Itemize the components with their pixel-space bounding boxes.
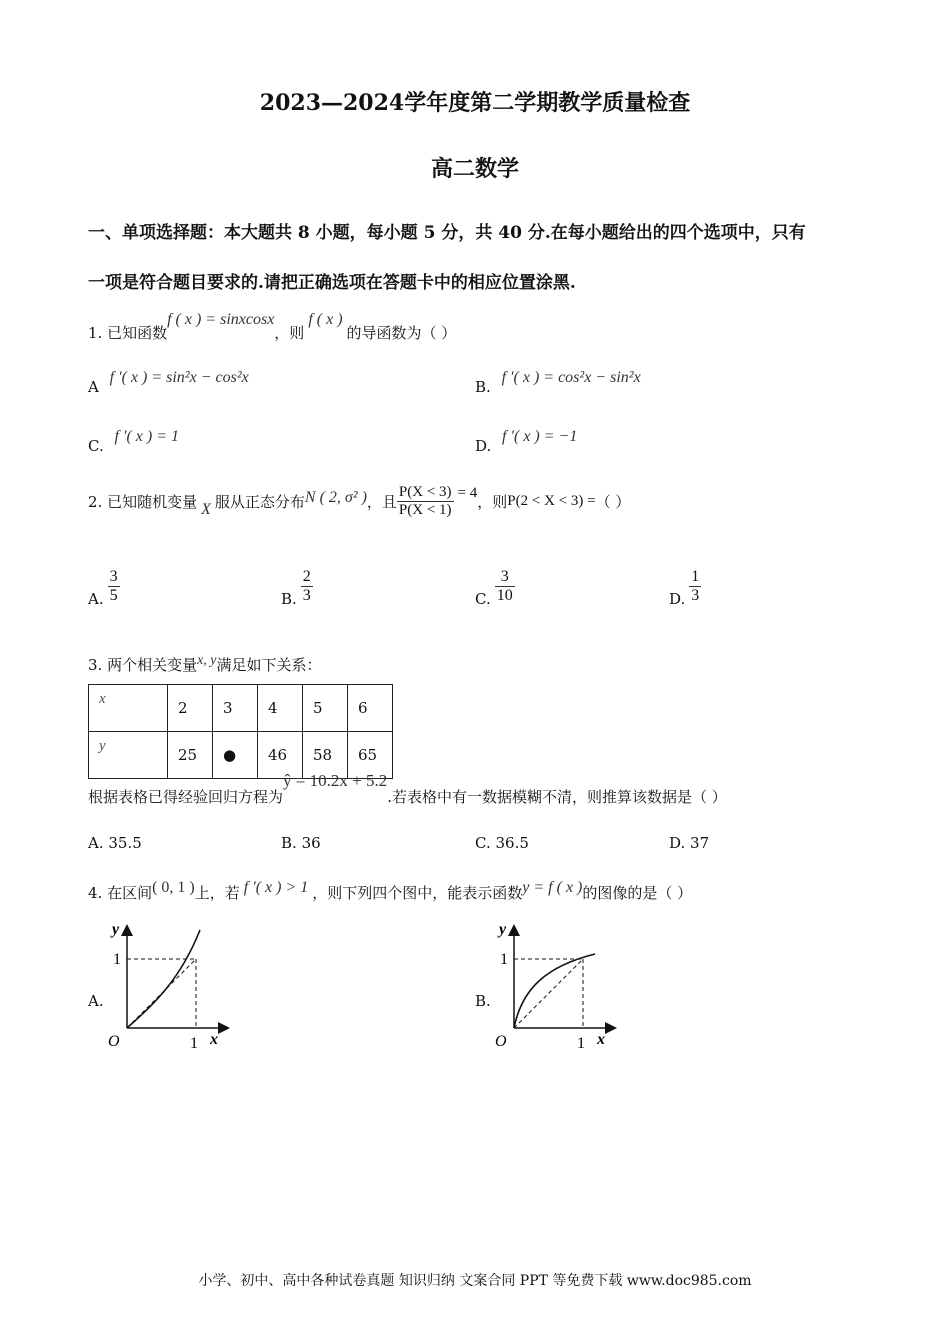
q2-option-d-label: D. [669, 589, 686, 608]
origin-label: O [495, 1033, 507, 1050]
q4-mid1: 上，若 [194, 884, 240, 902]
q2-option-a-fraction [108, 568, 120, 605]
page-footer: 小学、初中、高中各种试卷真题 知识归纳 文案合同 PPT 等免费下载 www.doc985.com [198, 1273, 752, 1289]
q1-option-c-expr: f ′( x ) = 1 [114, 428, 179, 445]
page-title: 2023—2024学年度第二学期教学质量检查 [259, 90, 691, 116]
q2-option-d[interactable] [669, 568, 701, 608]
q3-option-c-label: C. [475, 834, 491, 852]
section-heading-line2: 一项是符合题目要求的.请把正确选项在答题卡中的相应位置涂黑. [88, 273, 576, 293]
q2-ratio-fraction [397, 484, 454, 519]
q3-option-d-value: 37 [690, 834, 710, 852]
q3-option-c[interactable] [475, 834, 529, 852]
q2-option-a-num: 3 [109, 568, 118, 585]
q1-option-a[interactable] [88, 369, 249, 397]
tick-x-label: 1 [190, 1035, 198, 1052]
q1-option-c[interactable] [88, 428, 179, 456]
origin-label: O [108, 1033, 120, 1050]
q3-option-d-label: D. [669, 834, 686, 852]
q1-suffix: 的导函数为（ ） [346, 324, 457, 342]
q1-prefix: 1. 已知函数 [88, 324, 168, 342]
q2-prefix: 2. 已知随机变量 [88, 493, 198, 511]
q1-option-d[interactable] [475, 428, 578, 456]
q4-mid2: ，则下列四个图中，能表示函数 [312, 884, 523, 902]
question-4 [88, 879, 693, 903]
q2-suffix: （ ） [595, 493, 631, 511]
table-cell-blurred: ● [213, 732, 258, 779]
q2-option-c[interactable] [475, 568, 515, 608]
q1-mid: ，则 [274, 324, 305, 342]
q3-option-b-label: B. [281, 834, 297, 852]
table-cell: 4 [258, 685, 303, 732]
q2-mid1: 服从正态分布 [214, 493, 305, 511]
tick-x-label: 1 [577, 1035, 585, 1052]
question-1 [88, 311, 457, 343]
q2-option-c-label: C. [475, 589, 491, 608]
q4-condition: f ′( x ) > 1 [243, 879, 309, 896]
function-curve [127, 930, 200, 1028]
q1-option-a-label: A [88, 378, 99, 396]
table-cell: 5 [303, 685, 348, 732]
q3-prefix: 3. 两个相关变量 [88, 656, 198, 674]
q4-graph-b[interactable] [487, 918, 617, 1053]
q1-option-d-expr: f ′( x ) = −1 [502, 428, 578, 445]
q2-option-c-den: 10 [496, 587, 513, 604]
q3-option-b[interactable] [281, 834, 321, 852]
q1-option-a-expr: f ′( x ) = sin²x − cos²x [109, 369, 249, 386]
tick-y-label: 1 [500, 951, 508, 968]
q3-option-c-value: 36.5 [495, 834, 529, 852]
q3-line2-prefix: 根据表格已得经验回归方程为 [88, 788, 284, 806]
q1-fx: f ( x ) [308, 311, 343, 328]
q1-option-b-expr: f ′( x ) = cos²x − sin²x [501, 369, 641, 386]
q3-regression-equation: ŷ = 10.2x + 5.2 [283, 771, 388, 790]
q2-mid3: ，则 [477, 493, 508, 511]
q3-suffix: 满足如下关系： [216, 656, 322, 674]
q2-option-b-fraction [301, 568, 313, 605]
q2-option-d-den: 3 [691, 587, 700, 604]
q3-option-a[interactable] [88, 834, 142, 852]
q3-option-d[interactable] [669, 834, 709, 852]
q3-line2-suffix: .若表格中有一数据模糊不清，则推算该数据是（ ） [387, 788, 727, 806]
q2-option-d-num: 1 [691, 568, 700, 585]
q4-option-b-label[interactable]: B. [475, 992, 491, 1010]
q2-option-c-num: 3 [495, 568, 515, 587]
q3-data-table [88, 684, 393, 779]
q2-dist: N ( 2, σ² ) [304, 488, 367, 506]
axis-x-label: x [210, 1031, 218, 1048]
table-header-y: y [89, 732, 168, 779]
table-cell: 3 [213, 685, 258, 732]
q4-prefix: 4. 在区间 [88, 884, 153, 902]
table-cell: 2 [168, 685, 213, 732]
q3-vars: x, y [197, 653, 217, 668]
q2-option-a-label: A. [88, 589, 104, 608]
q2-option-b-den: 3 [302, 587, 311, 604]
table-cell: 65 [348, 732, 393, 779]
table-cell: 58 [303, 732, 348, 779]
q1-option-b[interactable] [475, 369, 641, 397]
q3-line2 [88, 771, 727, 807]
q2-ask: P(2 < X < 3) = [507, 493, 596, 509]
q2-ratio-den: P(X < 1) [398, 502, 452, 518]
q4-suffix: 的图像的是（ ） [582, 884, 693, 902]
q2-option-c-fraction [495, 568, 515, 605]
q2-option-b[interactable] [281, 568, 313, 608]
q1-option-c-label: C. [88, 437, 104, 455]
page-subtitle: 高二数学 [430, 156, 519, 182]
q1-option-d-label: D. [475, 437, 492, 455]
tick-y-label: 1 [113, 951, 121, 968]
q2-option-b-label: B. [281, 589, 297, 608]
table-header-x: x [89, 685, 168, 732]
table-cell: 46 [258, 732, 303, 779]
q4-function: y = f ( x ) [522, 879, 583, 896]
q4-interval: ( 0, 1 ) [152, 879, 195, 896]
q2-ratio-num: P(X < 3) [398, 484, 452, 500]
table-cell: 6 [348, 685, 393, 732]
q3-option-b-value: 36 [301, 834, 321, 852]
axis-y-label: y [499, 921, 507, 938]
q2-option-d-fraction [689, 568, 701, 605]
section-heading-line1: 一、单项选择题：本大题共 8 小题，每小题 5 分，共 40 分.在每小题给出的四个选项中，只有 [88, 223, 806, 243]
q2-option-a[interactable] [88, 568, 120, 608]
table-row [89, 685, 393, 732]
q3-option-a-label: A. [88, 834, 104, 852]
axis-x-label: x [597, 1031, 605, 1048]
q2-option-b-num: 2 [302, 568, 311, 585]
q2-option-a-den: 5 [109, 587, 118, 604]
q4-option-a-label[interactable]: A. [88, 992, 104, 1010]
diagonal-line [514, 959, 583, 1028]
q2-ratio-eq: = 4 [457, 485, 478, 501]
q1-function: f ( x ) = sinxcosx [167, 311, 275, 328]
q1-option-b-label: B. [475, 378, 491, 396]
axis-y-label: y [112, 921, 120, 938]
question-2 [88, 484, 630, 540]
q2-var: X [201, 500, 211, 518]
table-cell: 25 [168, 732, 213, 779]
q3-option-a-value: 35.5 [108, 834, 142, 852]
q4-graph-a[interactable] [100, 918, 230, 1053]
question-3 [88, 654, 322, 675]
q2-mid2: ，且 [366, 493, 397, 511]
